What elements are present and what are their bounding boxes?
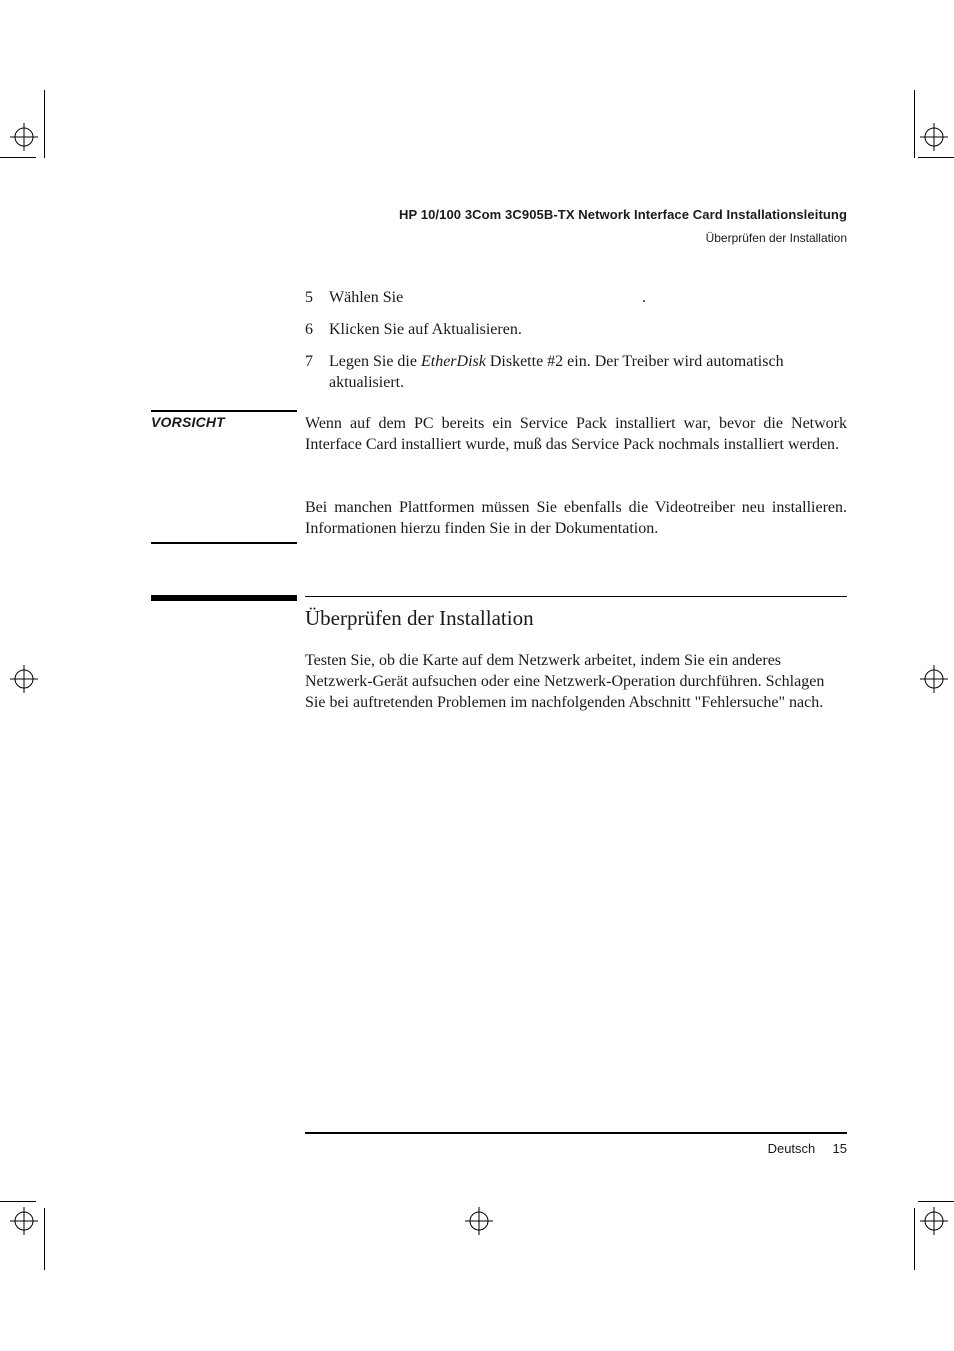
running-header-subtitle: Überprüfen der Installation (705, 231, 847, 245)
registration-mark-icon (920, 1207, 948, 1235)
step-text: Legen Sie die EtherDisk Diskette #2 ein. Der Treiber wird automatisch aktualisiert. (329, 353, 784, 391)
section-thick-rule (151, 595, 297, 601)
registration-mark-icon (920, 123, 948, 151)
registration-mark-icon (10, 1207, 38, 1235)
footer (768, 1141, 847, 1156)
step-number: 7 (305, 353, 313, 370)
step-number: 5 (305, 289, 313, 306)
footer-language: Deutsch (767, 1141, 816, 1156)
footer-rule (305, 1132, 847, 1134)
step-text: Klicken Sie auf Aktualisieren. (329, 321, 522, 338)
product-name: EtherDisk (420, 353, 486, 370)
caution-top-rule (151, 410, 297, 412)
registration-mark-icon (10, 123, 38, 151)
registration-mark-icon (465, 1207, 493, 1235)
section-title: Überprüfen der Installation (305, 606, 534, 630)
caution-bottom-rule (151, 542, 297, 544)
step-text: Wählen Sie . (329, 289, 646, 306)
registration-mark-icon (10, 665, 38, 693)
step-trailing-punct: . (642, 289, 646, 306)
running-header-title: HP 10/100 3Com 3C905B-TX Network Interface Card Installationsleitung (399, 207, 847, 222)
page-number: 15 (832, 1141, 847, 1156)
caution-paragraph: Wenn auf dem PC bereits ein Service Pack installiert war, bevor die Network Interface Card installiert wurde, muß das Service Pack nochmals installiert werden. (305, 415, 847, 453)
step-number: 6 (305, 321, 313, 338)
section-body: Testen Sie, ob die Karte auf dem Netzwerk arbeitet, indem Sie ein anderes Netzwerk-Gerät aufsuchen oder eine Netzwerk-Operation durchführen. Schlagen Sie bei auftretenden Problemen im nachfolgenden Abschnitt "Fehlersuche" nach. (305, 652, 825, 711)
registration-mark-icon (920, 665, 948, 693)
section-rule (305, 596, 847, 597)
caution-paragraph: Bei manchen Plattformen müssen Sie ebenfalls die Videotreiber neu installieren. Informationen hierzu finden Sie in der Dokumentation. (305, 499, 847, 537)
caution-label: VORSICHT (151, 414, 225, 430)
